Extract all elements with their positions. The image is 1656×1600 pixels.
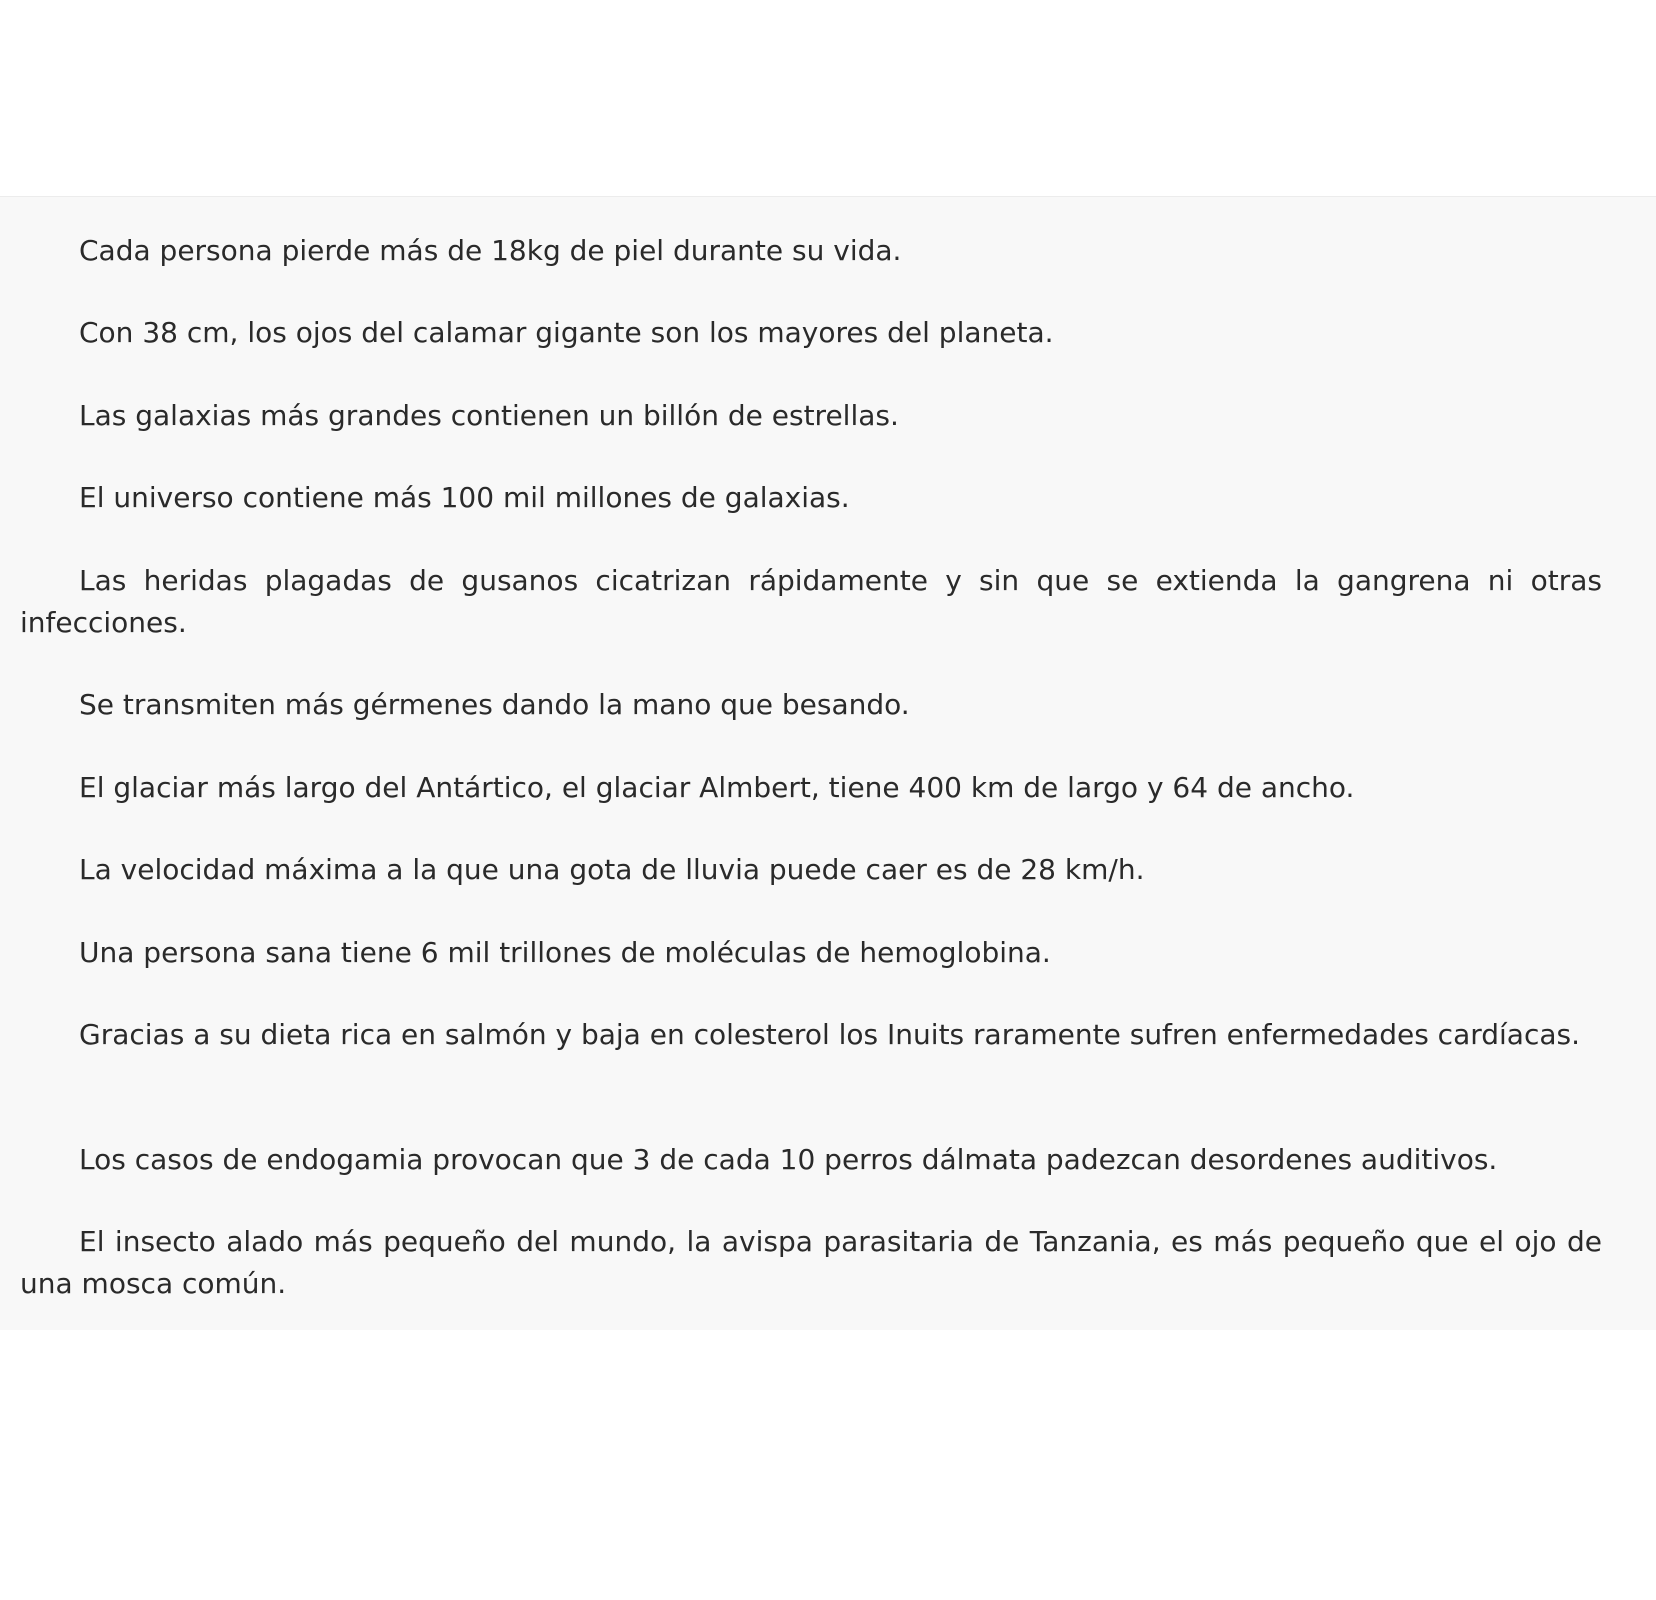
- fact-paragraph: Con 38 cm, los ojos del calamar gigante son los mayores del planeta.: [79, 316, 1054, 349]
- fact-paragraph: Los casos de endogamia provocan que 3 de cada 10 perros dálmata padezcan desordenes auditivos.: [79, 1143, 1498, 1176]
- fact-paragraph: Cada persona pierde más de 18kg de piel durante su vida.: [79, 234, 902, 267]
- fact-paragraph: Las heridas plagadas de gusanos cicatrizan rápidamente y sin que se extienda la gangrena ni otras infecciones.: [20, 564, 1602, 639]
- fact-paragraph: El insecto alado más pequeño del mundo, la avispa parasitaria de Tanzania, es más pequeño que el ojo de una mosca común.: [20, 1225, 1602, 1300]
- fact-paragraph: Se transmiten más gérmenes dando la mano que besando.: [79, 688, 910, 721]
- fact-paragraph: El glaciar más largo del Antártico, el glaciar Almbert, tiene 400 km de largo y 64 de ancho.: [79, 771, 1355, 804]
- fact-paragraph: La velocidad máxima a la que una gota de lluvia puede caer es de 28 km/h.: [79, 853, 1145, 886]
- fact-paragraph: Las galaxias más grandes contienen un billón de estrellas.: [79, 399, 899, 432]
- facts-panel: [0, 196, 1656, 1330]
- fact-paragraph: El universo contiene más 100 mil millones de galaxias.: [79, 481, 850, 514]
- fact-paragraph: Gracias a su dieta rica en salmón y baja en colesterol los Inuits raramente sufren enfermedades cardíacas.: [79, 1018, 1581, 1051]
- fact-paragraph: Una persona sana tiene 6 mil trillones de moléculas de hemoglobina.: [79, 936, 1051, 969]
